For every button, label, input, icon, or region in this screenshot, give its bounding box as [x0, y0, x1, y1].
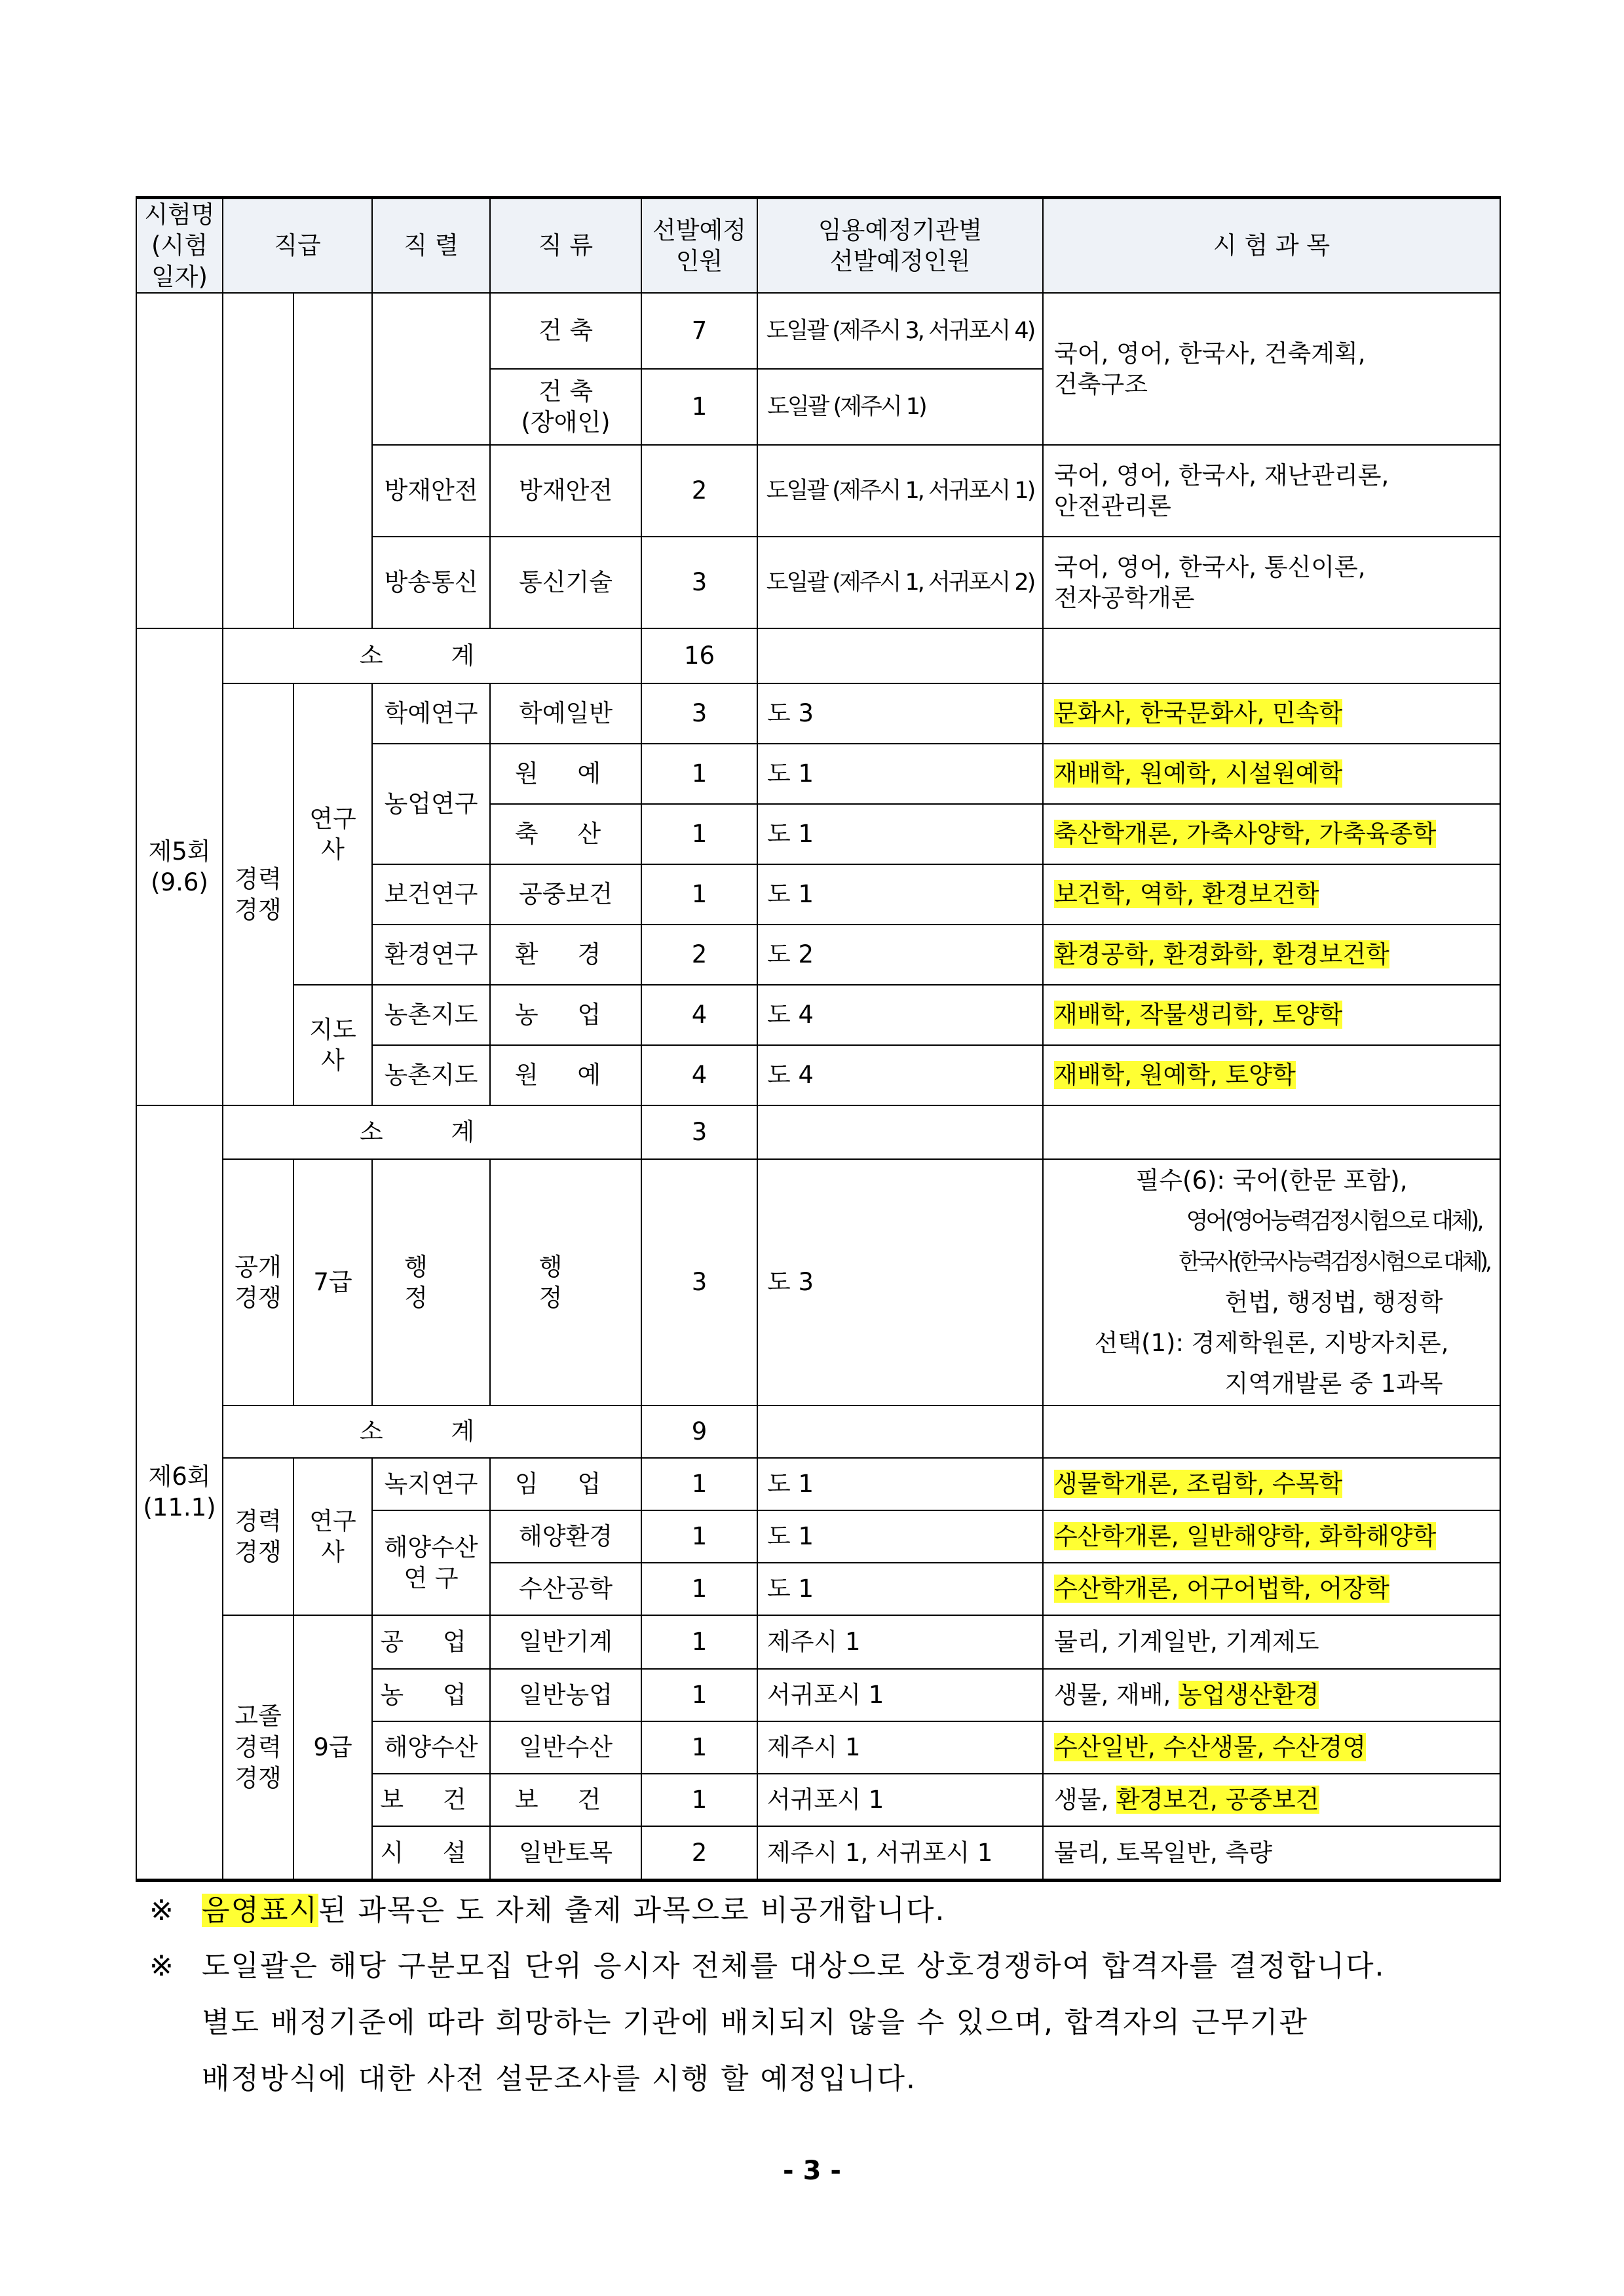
note-text: 된 과목은 도 자체 출제 과목으로 비공개합니다.	[318, 1894, 946, 1927]
subject-line: 필수(6): 국어(한문 포함),	[1135, 1166, 1408, 1195]
kind-cell: 경력 경쟁	[223, 1458, 293, 1615]
subjects-cell	[1043, 1159, 1500, 1406]
planned-cell: 1	[641, 1721, 757, 1774]
category-cell: 원 예	[490, 744, 641, 804]
subjects-cell	[1043, 1563, 1500, 1615]
planned-cell: 4	[641, 985, 757, 1045]
header-by-institution: 임용예정기관별 선발예정인원	[757, 198, 1043, 294]
subjects-cell	[1043, 744, 1500, 804]
table-row	[136, 985, 1500, 1045]
planned-cell: 7	[641, 293, 757, 369]
subtotal-blank	[1043, 1105, 1500, 1159]
planned-cell: 4	[641, 1045, 757, 1105]
note-mark: ※	[149, 1894, 175, 1927]
series-cell: 공 업	[372, 1615, 490, 1669]
institution-cell: 도 4	[757, 1045, 1043, 1105]
category-cell: 축 산	[490, 804, 641, 864]
series-cell: 보 건	[372, 1774, 490, 1826]
subjects-cell: 물리, 토목일반, 측량	[1043, 1826, 1500, 1880]
subtotal-row	[136, 628, 1500, 683]
subjects-cell	[1043, 683, 1500, 744]
subjects-plain: 생물,	[1054, 1786, 1117, 1814]
subtotal-row	[136, 1105, 1500, 1159]
institution-cell: 도일괄 (제주시 3, 서귀포시 4)	[757, 293, 1043, 369]
institution-cell: 도 4	[757, 985, 1043, 1045]
category-cell: 보 건	[490, 1774, 641, 1826]
series-cell: 해양수산 연 구	[372, 1510, 490, 1615]
subtotal-value: 16	[641, 628, 757, 683]
category-cell: 일반기계	[490, 1615, 641, 1669]
category-cell: 행 정	[490, 1159, 641, 1406]
planned-cell: 1	[641, 1774, 757, 1826]
series-cell-blank	[372, 293, 490, 445]
subtotal-label: 소 계	[223, 1406, 641, 1458]
note-mark: ※	[149, 1949, 175, 1983]
table-row	[136, 683, 1500, 744]
planned-cell: 1	[641, 804, 757, 864]
subtotal-value: 3	[641, 1105, 757, 1159]
highlighted-subjects: 농업생산환경	[1179, 1681, 1319, 1710]
institution-cell: 제주시 1	[757, 1721, 1043, 1774]
exam-cell-blank	[136, 293, 223, 628]
institution-cell: 도 3	[757, 683, 1043, 744]
subjects-cell	[1043, 1721, 1500, 1774]
planned-cell: 1	[641, 864, 757, 925]
series-cell: 농 업	[372, 1669, 490, 1721]
table-row	[136, 1159, 1500, 1406]
planned-cell: 3	[641, 1159, 757, 1406]
grade-cell: 7급	[293, 1159, 372, 1406]
header-subjects: 시 험 과 목	[1043, 198, 1500, 294]
subject-line: 지역개발론 중 1과목	[1224, 1369, 1443, 1398]
subtotal-blank	[757, 628, 1043, 683]
subjects-cell	[1043, 1458, 1500, 1510]
highlighted-subjects: 환경보건, 공중보건	[1116, 1786, 1319, 1814]
planned-cell: 1	[641, 1615, 757, 1669]
category-cell: 공중보건	[490, 864, 641, 925]
category-cell: 건 축	[490, 293, 641, 369]
subtotal-label: 소 계	[223, 628, 641, 683]
header-planned: 선발예정 인원	[641, 198, 757, 294]
header-series: 직 렬	[372, 198, 490, 294]
highlighted-subjects: 재배학, 원예학, 토양학	[1054, 1061, 1296, 1090]
subjects-cell	[1043, 804, 1500, 864]
category-cell: 일반수산	[490, 1721, 641, 1774]
institution-cell: 도 1	[757, 744, 1043, 804]
header-grade: 직급	[223, 198, 372, 294]
planned-cell: 3	[641, 683, 757, 744]
note-batch	[149, 1938, 1386, 1995]
subject-line: 헌법, 행정법, 행정학	[1224, 1288, 1443, 1317]
note-text: 도일괄은 해당 구분모집 단위 응시자 전체를 대상으로 상호경쟁하여 합격자를 결정합니다.	[202, 1949, 1386, 1983]
category-cell: 수산공학	[490, 1563, 641, 1615]
subjects-cell	[1043, 925, 1500, 985]
header-category: 직 류	[490, 198, 641, 294]
series-cell: 농업연구	[372, 744, 490, 864]
grade-cell: 9급	[293, 1615, 372, 1880]
category-cell: 농 업	[490, 985, 641, 1045]
highlighted-subjects: 문화사, 한국문화사, 민속학	[1054, 699, 1343, 728]
category-cell: 건 축 (장애인)	[490, 369, 641, 445]
category-cell: 학예일반	[490, 683, 641, 744]
planned-cell: 1	[641, 1669, 757, 1721]
series-cell: 학예연구	[372, 683, 490, 744]
header-exam: 시험명 (시험일자)	[136, 198, 223, 294]
note-batch-line3: 배정방식에 대한 사전 설문조사를 시행 할 예정입니다.	[202, 2062, 916, 2095]
note-shading	[149, 1883, 946, 1939]
exam-5-cell: 제5회 (9.6)	[136, 628, 223, 1105]
category-cell: 통신기술	[490, 537, 641, 628]
grade-cell: 연구사	[293, 683, 372, 985]
subjects-cell	[1043, 1045, 1500, 1105]
subtotal-blank	[757, 1105, 1043, 1159]
institution-cell: 도 2	[757, 925, 1043, 985]
category-cell: 원 예	[490, 1045, 641, 1105]
institution-cell: 도일괄 (제주시 1)	[757, 369, 1043, 445]
subject-line: 선택(1): 경제학원론, 지방자치론,	[1094, 1329, 1449, 1358]
series-cell: 농촌지도	[372, 1045, 490, 1105]
grade-cell-blank	[293, 293, 372, 628]
subjects-cell: 국어, 영어, 한국사, 재난관리론, 안전관리론	[1043, 445, 1500, 537]
exam-schedule-table	[136, 196, 1501, 1882]
planned-cell: 1	[641, 1563, 757, 1615]
subjects-cell	[1043, 1510, 1500, 1563]
kind-cell: 고졸 경력 경쟁	[223, 1615, 293, 1880]
subjects-cell: 국어, 영어, 한국사, 건축계획, 건축구조	[1043, 293, 1500, 445]
table-row	[136, 1458, 1500, 1510]
planned-cell: 2	[641, 925, 757, 985]
kind-cell-blank	[223, 293, 293, 628]
institution-cell: 서귀포시 1	[757, 1669, 1043, 1721]
subjects-cell	[1043, 985, 1500, 1045]
series-cell: 환경연구	[372, 925, 490, 985]
note-batch-line2: 별도 배정기준에 따라 희망하는 기관에 배치되지 않을 수 있으며, 합격자의 근무기관	[202, 2006, 1308, 2039]
category-cell: 해양환경	[490, 1510, 641, 1563]
series-cell: 방송통신	[372, 537, 490, 628]
highlighted-subjects: 재배학, 원예학, 시설원예학	[1054, 759, 1343, 788]
grade-cell: 연구사	[293, 1458, 372, 1615]
subjects-cell: 물리, 기계일반, 기계제도	[1043, 1615, 1500, 1669]
institution-cell: 도 1	[757, 804, 1043, 864]
subtotal-blank	[1043, 1406, 1500, 1458]
exam-6-cell: 제6회 (11.1)	[136, 1105, 223, 1880]
subjects-cell	[1043, 864, 1500, 925]
institution-cell: 도일괄 (제주시 1, 서귀포시 2)	[757, 537, 1043, 628]
subjects-cell: 국어, 영어, 한국사, 통신이론, 전자공학개론	[1043, 537, 1500, 628]
planned-cell: 1	[641, 1458, 757, 1510]
category-cell: 임 업	[490, 1458, 641, 1510]
subjects-cell	[1043, 1774, 1500, 1826]
institution-cell: 도 1	[757, 1563, 1043, 1615]
subtotal-row	[136, 1406, 1500, 1458]
category-cell: 일반농업	[490, 1669, 641, 1721]
planned-cell: 2	[641, 445, 757, 537]
kind-cell: 공개 경쟁	[223, 1159, 293, 1406]
highlighted-subjects: 생물학개론, 조림학, 수목학	[1054, 1470, 1343, 1499]
highlighted-subjects: 보건학, 역학, 환경보건학	[1054, 880, 1319, 909]
category-cell: 일반토목	[490, 1826, 641, 1880]
table-row	[136, 293, 1500, 369]
subtotal-blank	[757, 1406, 1043, 1458]
category-cell: 환 경	[490, 925, 641, 985]
planned-cell: 2	[641, 1826, 757, 1880]
category-cell: 방재안전	[490, 445, 641, 537]
series-cell: 행 정	[372, 1159, 490, 1406]
highlighted-subjects: 수산일반, 수산생물, 수산경영	[1054, 1733, 1366, 1762]
subjects-cell	[1043, 1669, 1500, 1721]
institution-cell: 도 3	[757, 1159, 1043, 1406]
institution-cell: 도일괄 (제주시 1, 서귀포시 1)	[757, 445, 1043, 537]
institution-cell: 제주시 1	[757, 1615, 1043, 1669]
planned-cell: 1	[641, 744, 757, 804]
institution-cell: 제주시 1, 서귀포시 1	[757, 1826, 1043, 1880]
subject-line: 영어(영어능력검정시험으로 대체),	[1186, 1208, 1482, 1235]
subtotal-label: 소 계	[223, 1105, 641, 1159]
highlighted-subjects: 수산학개론, 일반해양학, 화학해양학	[1054, 1522, 1437, 1551]
page-number: - 3 -	[783, 2156, 841, 2186]
note-highlight-word: 음영표시	[202, 1894, 319, 1927]
subtotal-blank	[1043, 628, 1500, 683]
institution-cell: 서귀포시 1	[757, 1774, 1043, 1826]
series-cell: 녹지연구	[372, 1458, 490, 1510]
series-cell: 방재안전	[372, 445, 490, 537]
subjects-plain: 생물, 재배,	[1054, 1681, 1179, 1710]
subject-line: 한국사(한국사능력검정시험으로 대체),	[1179, 1249, 1489, 1276]
institution-cell: 도 1	[757, 1458, 1043, 1510]
series-cell: 농촌지도	[372, 985, 490, 1045]
institution-cell: 도 1	[757, 1510, 1043, 1563]
series-cell: 시 설	[372, 1826, 490, 1880]
series-cell: 해양수산	[372, 1721, 490, 1774]
planned-cell: 1	[641, 1510, 757, 1563]
highlighted-subjects: 축산학개론, 가축사양학, 가축육종학	[1054, 820, 1437, 849]
grade-cell: 지도사	[293, 985, 372, 1105]
table-row	[136, 1615, 1500, 1669]
institution-cell: 도 1	[757, 864, 1043, 925]
planned-cell: 3	[641, 537, 757, 628]
table-header-row	[136, 198, 1500, 294]
subtotal-value: 9	[641, 1406, 757, 1458]
highlighted-subjects: 재배학, 작물생리학, 토양학	[1054, 1001, 1343, 1029]
highlighted-subjects: 환경공학, 환경화학, 환경보건학	[1054, 940, 1389, 969]
highlighted-subjects: 수산학개론, 어구어법학, 어장학	[1054, 1575, 1389, 1603]
series-cell: 보건연구	[372, 864, 490, 925]
planned-cell: 1	[641, 369, 757, 445]
kind-cell: 경력 경쟁	[223, 683, 293, 1105]
